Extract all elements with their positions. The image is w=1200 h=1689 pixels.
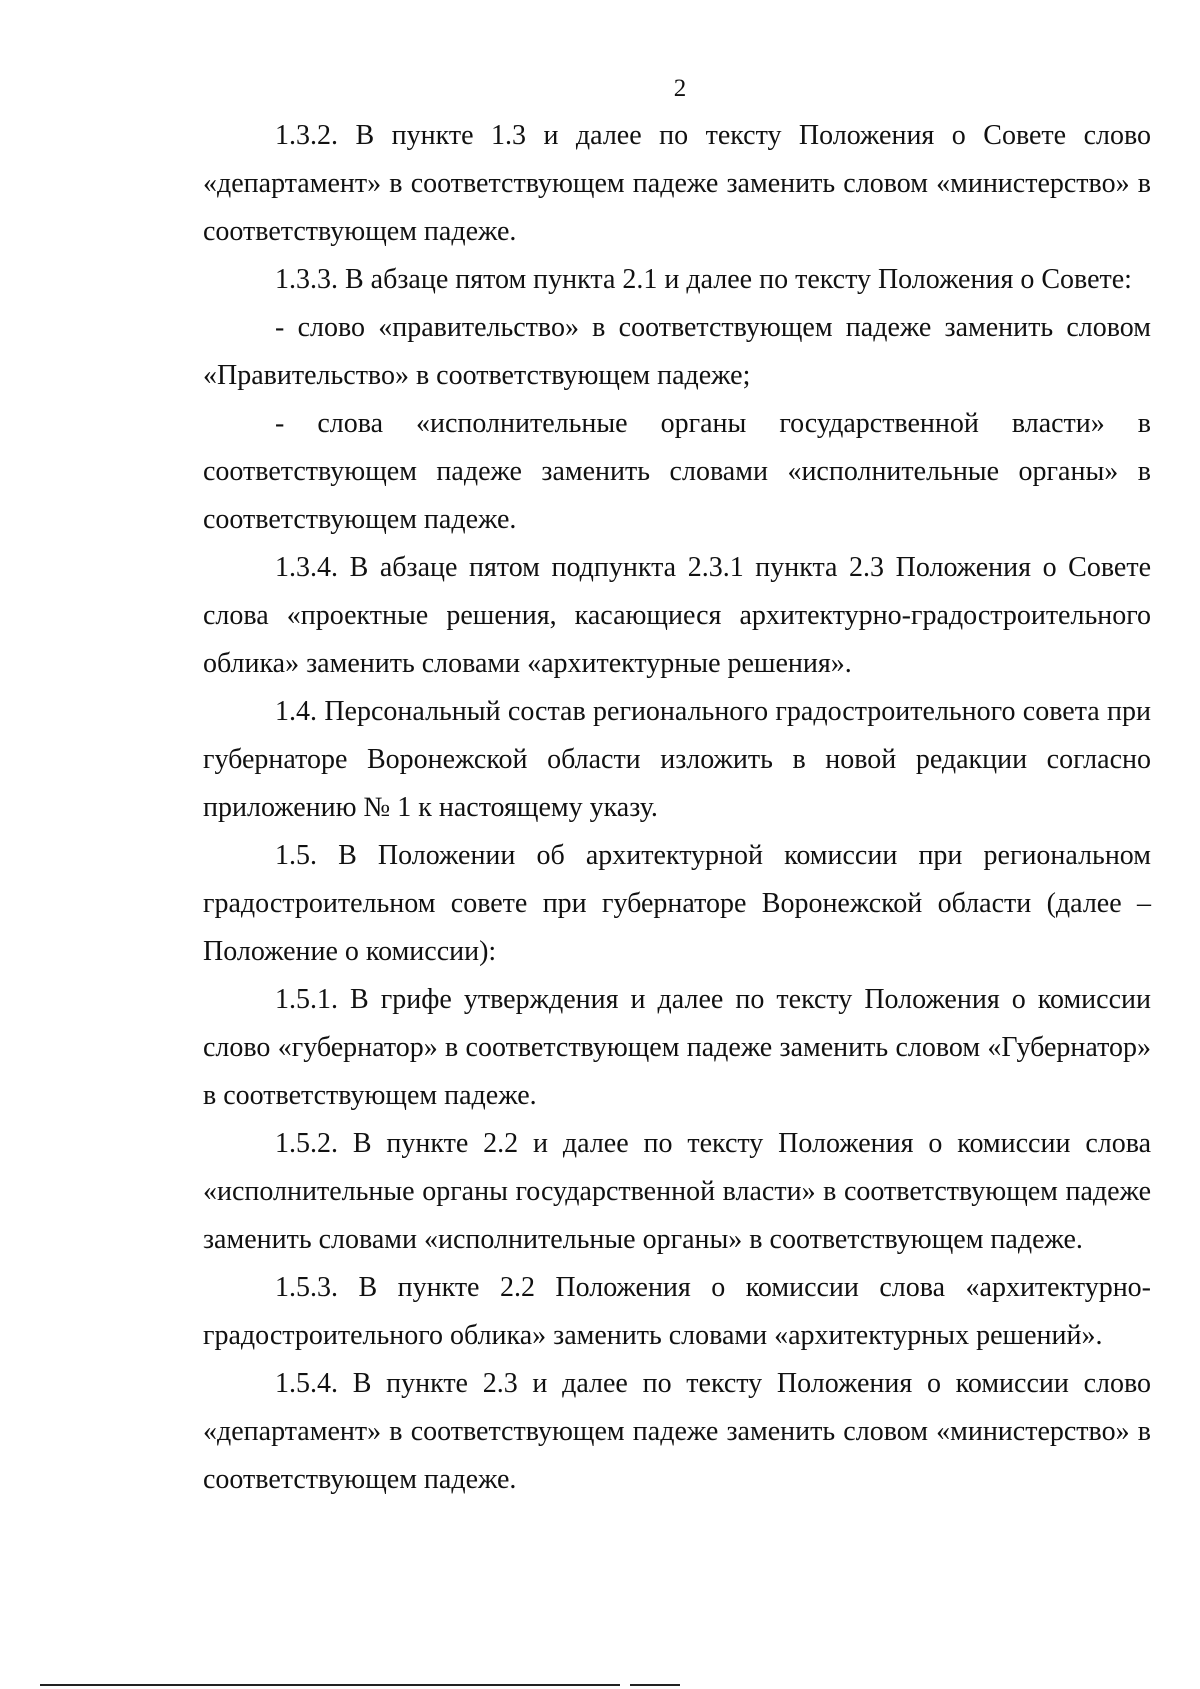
- paragraph-1-3-2: 1.3.2. В пункте 1.3 и далее по тексту Положения о Совете слово «департамент» в соответствующем падеже заменить словом «министерство» в соответствующем падеже.: [203, 120, 1151, 247]
- paragraph-1-5: 1.5. В Положении об архитектурной комиссии при региональном градостроительном совете при губернаторе Воронежской области (далее – Положение о комиссии):: [203, 840, 1151, 967]
- paragraph-1-5-4: 1.5.4. В пункте 2.3 и далее по тексту Положения о комиссии слово «департамент» в соответствующем падеже заменить словом «министерство» в соответствующем падеже.: [203, 1368, 1151, 1495]
- paragraph-1-5-1: 1.5.1. В грифе утверждения и далее по тексту Положения о комиссии слово «губернатор» в соответствующем падеже заменить словом «Губернатор» в соответствующем падеже.: [203, 984, 1151, 1111]
- paragraph-1-3-3: 1.3.3. В абзаце пятом пункта 2.1 и далее по тексту Положения о Совете:: [275, 264, 1132, 295]
- scan-edge-line: [40, 1684, 620, 1686]
- page-number: 2: [673, 75, 687, 102]
- paragraph-1-4: 1.4. Персональный состав регионального градостроительного совета при губернаторе Воронежской области изложить в новой редакции согласно приложению № 1 к настоящему указу.: [203, 696, 1151, 823]
- paragraph-list-item-1: - слово «правительство» в соответствующем падеже заменить словом «Правительство» в соответствующем падеже;: [203, 312, 1151, 391]
- document-body: [203, 112, 1151, 1504]
- paragraph-list-item-2: - слова «исполнительные органы государственной власти» в соответствующем падеже заменить словами «исполнительные органы» в соответствующем падеже.: [203, 408, 1151, 535]
- paragraph-1-3-4: 1.3.4. В абзаце пятом подпункта 2.3.1 пункта 2.3 Положения о Совете слова «проектные решения, касающиеся архитектурно-градостроительного облика» заменить словами «архитектурные решения».: [203, 552, 1151, 679]
- paragraph-1-5-3: 1.5.3. В пункте 2.2 Положения о комиссии слова «архитектурно-градостроительного облика» заменить словами «архитектурных решений».: [203, 1272, 1151, 1351]
- scan-edge-line-short: [630, 1684, 680, 1686]
- paragraph-1-5-2: 1.5.2. В пункте 2.2 и далее по тексту Положения о комиссии слова «исполнительные органы государственной власти» в соответствующем падеже заменить словами «исполнительные органы» в соответствующем падеже.: [203, 1128, 1151, 1255]
